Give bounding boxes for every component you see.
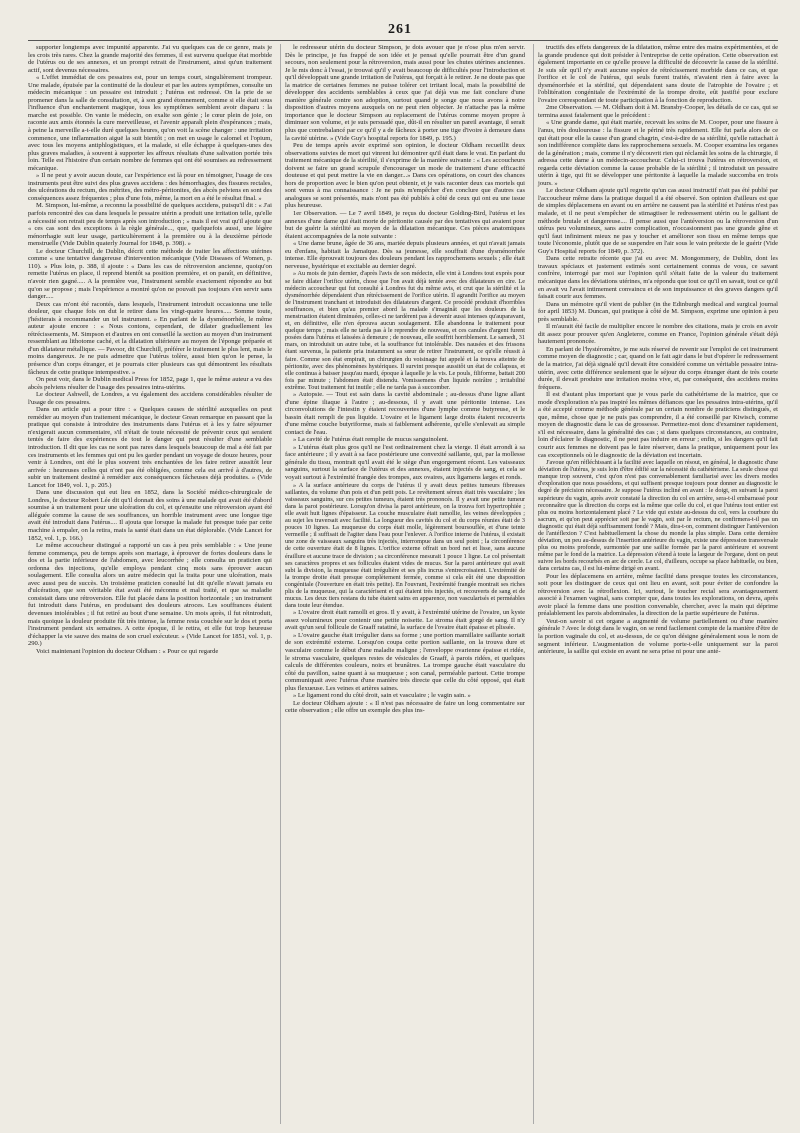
paragraph: » L'ovaire droit était ramolli et gros. Il y avait, à l'extrémité utérine de l'ovaire, un kyste assez volumineux pour contenir une petite noisette. Le stroma était gorgé de sang. Il n'y avait qu'un seul follicule de Graaff ratatiné, la surface de l'ovaire était épaisse et plissée. xyxy=(285,609,525,632)
paragraph: « Une dame brune, âgée de 36 ans, mariée depuis plusieurs années, et qui n'avait jamais eu d'enfans, habitait la Jamaïque. Dès sa jeunesse, elle souffrait d'une dysménorrhée intense. Elle éprouvait toujours des douleurs pendant les rapprochemens sexuels ; elle était nerveuse, hystérique et excitable au dernier degré. xyxy=(285,240,525,270)
paragraph: Le docteur Oldham ajoute : « Il n'est pas nécessaire de faire un long commentaire sur cette observation ; elle offre un exemple des plus ins- xyxy=(285,699,525,715)
paragraph: » Le ligament rond du côté droit, sain et vasculaire ; le vagin sain. » xyxy=(293,692,471,700)
paragraph: » L'utérus était plus gros qu'il ne l'est ordinairement chez la vierge. Il était arrondi à sa face antérieure ; il y avait à sa face postérieure une convexité saillante, qui, par la mollesse générale du tissu, montrait qu'il avait été le siège d'un engorgement récent. Les vaisseaux sanguins, surtout la surface de l'utérus et des annexes, étaient injectés de sang, et cela se voyait surtout à l'extrémité frangée des trompes, aux ovaires, aux ligamens larges et ronds. xyxy=(285,443,525,482)
paragraph: » Autopsie. — Tout est sain dans la cavité abdominale ; au-dessus d'une ligne allant d'une épine iliaque à l'autre ; au-dessous, il y avait une péritonite intense. Les circonvolutions de l'intestin y étaient recouvertes d'une lymphe comme butyreuse, et le bassin était rempli de pus liquide. L'ovaire et le ligament large droits étaient recouverts d'une même couche butyriforme, mais si faiblement adhérente, qu'elle s'enlevait au simple contact de l'eau. xyxy=(285,391,525,436)
paragraph: Dans cette retraite récente que j'ai eu avec M. Mongommery, de Dublin, dont les travaux spéciaux et justement estimés sont certainement connus de vous, ce savant confrère, interrogé par moi sur l'opinion qu'il s'était faite de la valeur du traitement mécanique dans les déviations utérines, m'a répondu que tout ce qu'il en savait, tout ce qu'il en avait vu l'avait intimement convaincu et de son impuissance et des graves dangers qu'il faisait courir aux femmes. xyxy=(538,255,778,301)
paragraph: 2me Observation. — M. Oldham doit à M. Bransby-Cooper, les détails de ce cas, qui se termina aussi fatalement que le précédent : xyxy=(538,104,778,119)
paragraph: Dans une discussion qui eut lieu en 1852, dans la Société médico-chirurgicale de Londres, le docteur Robert Lée dit qu'il donnait des soins à une malade qui avait été d'abord soumise à un traitement pour une ulcération du col, et qu'ensuite une rétroversion ayant été alléguée comme la cause de ses souffrances, un horrible instrument avec une longue tige avait été introduit dans l'utérus.... Il ajouta que lorsque la malade fut presque tuée par cette machine à empaler, on la retira, mais la santé était dans un état déplorable. (Vide Lancet for 1852, vol. 1, p. 166.) xyxy=(28,489,272,542)
paragraph: Il est d'autant plus important que je vous parle du cathétérisme de la matrice, que ce mode d'exploration n'a pas inspiré les mêmes défiances que les pessaires intra-utérins, qu'il a été accepté comme méthode générale par un certain nombre de praticiens distingués, et que, même, chose que je ne puis pas comprendre, il a été conseillé par Kiwisch, comme moyen de diagnostic dans le cas de grossesse. Permettez-moi donc d'examiner rapidement, s'il est nécessaire, dans la généralité des cas ; si dans quelques circonstances, au contraire, loin d'éclairer le diagnostic, il ne peut pas induire en erreur ; enfin, si les dangers qu'il fait courir aux femmes ne doivent pas le faire réserver, dans la pratique, uniquement pour les cas exceptionnels où le diagnostic de la déviation est incertain. xyxy=(538,391,778,459)
text-columns xyxy=(28,44,778,1124)
paragraph: Le docteur Churchill, de Dublin, décrit cette méthode de traiter les affections utérines comme « une tentative dangereuse d'intervention mécanique (Vide Diseases of Women, p. 110). » Plus loin, p. 388, il ajoute : « Dans les cas de rétroversion ancienne, quoiqu'on remette l'utérus en place, il reprend bientôt sa position première, et on paraît, en définitive, n'avoir rien gagné..... A la première vue, l'instrument semble exactement répondre au but qu'on se propose ; mais l'expérience a montré qu'on ne pouvait pas toujours s'en servir sans danger..... xyxy=(28,247,272,301)
paragraph: » Au mois de juin dernier, d'après l'avis de son médecin, elle vint à Londres tout exprès pour se faire dilater l'orifice utérin, chose que l'on avait déjà tentée avec des dilatateurs en cire. Le médecin accoucheur qui fut consulté à Londres fut du même avis, et crut que la stérilité et la dysménorrhée dépendaient d'un rétrécissement de l'orifice utérin. Il agrandit l'orifice au moyen de l'instrument tranchant et introduisit des dilatateurs d'argent. Ce procédé produisit d'horribles souffrances, et bien qu'au premier abord la malade s'imaginât que les douleurs de la menstruation étaient diminuées, celles-ci ne tardèrent pas à devenir aussi intenses qu'auparavant, et, en définitive, elle n'en éprouva aucun soulagement. Elle abandonna le traitement pour quelque temps ; mais elle ne tarda pas à le reprendre de nouveau, et ces canules d'argent furent posées dans l'utérus et laissées à demeure ; de nouveau, elle souffrit horriblement. Le samedi, 31 mars, on introduisit un autre tube, et la souffrance fut intolérable. Des nausées et des frissons étant survenus, la patiente pria instamment sa sœur de retirer l'instrument, ce qu'elle réussit à faire. Comme son état empirait, un chirurgien du voisinage fut appelé et la trouva atteinte de péritonite, avec des phénomènes hystériques. Il survint presque aussitôt un état de collapsus, et elle continua à baisser jusqu'au mardi, époque à laquelle je la vis. Le pouls, filiforme, battait 200 fois par minute ; l'abdomen était distendu. Vomissemens d'un liquide noirâtre ; irritabilité extrême. Tout traitement fut inutile ; elle ne tarda pas à succomber. xyxy=(285,270,525,391)
paragraph: Le docteur Ashwell, de Londres, a vu également des accidens considérables résulter de l'usage de ces pessaires. xyxy=(28,391,272,406)
header-rule xyxy=(28,40,778,41)
paragraph: supporter longtemps avec impunité apparente. J'ai vu quelques cas de ce genre, mais je les crois très rares. Chez la grande majorité des femmes, il est survenu quelque état morbide de l'utérus ou de ses annexes, et un prompt retrait de l'instrument, ainsi qu'un traitement actif, sont devenus nécessaires. xyxy=(28,44,272,74)
paragraph: Dans un article qui a pour titre : « Quelques causes de stérilité auxquelles on peut remédier au moyen d'un traitement mécanique, le docteur Grean remarque en passant que la pratique qui consiste à introduire des instruments dans l'utérus et à les y faire séjourner n'exigerait aucun commentaire, s'il n'était de toute nécessité de prévenir ceux qui seraient tentés de faire des expériences de tout le danger qui peut résulter d'une semblable introduction. Il dit que les cas ne sont pas rares dans lesquels beaucoup de mal a été fait par ces instruments et les femmes qui ont pu les garder pendant un voyage de douze heures, pour venir à Londres, ont été le plus souvent très enchantées de les faire retirer aussitôt leur arrivée : heureuses celles qui n'ont pas été obligées, comme cela est arrivé à d'autres, de subir un traitement destiné à remédier aux conséquences fâcheuses déjà produites. » (Vide Lancet for 1849, vol. 1, p. 205.) xyxy=(28,406,272,489)
paragraph: Voici maintenant l'opinion du docteur Oldham : « Pour ce qui regarde xyxy=(36,647,219,655)
paragraph: tructifs des effets dangereux de la dilatation, même entre des mains expérimentées, et de la grande prudence qui doit présider à l'entreprise de cette opération. Cette observation est également importante en ce qu'elle prouve la difficulté de découvrir la cause de la stérilité. Je suis sûr qu'il n'y avait aucune espèce de rétrécissement morbide dans ce cas, et que l'orifice et le col de l'utérus, qui seuls furent traités, n'avaient rien à faire avec la dysménorrhée et la stérilité, qui dépendaient sans doute de l'atrophie de l'ovaire ; et l'oblitération congénitale de l'extrémité de la trompe droite, eût justifié pour exclure l'ovaire correspondant de toute participation à la fonction de reproduction. xyxy=(538,44,778,104)
paragraph: Peu de temps après avoir exprimé son opinion, le docteur Oldham recueillit deux observations suivies de mort qui vinrent lui démontrer qu'il était dans le vrai. En parlant du traitement mécanique de la stérilité, il s'exprime de la manière suivante : « Les accoucheurs doivent se faire un grand scrupule d'encourager un mode de traitement d'une efficacité douteuse et qui peut mettre la vie en danger...» Dans ces opérations, on court des chances hors de proportion avec le bien qu'on peut obtenir, et je vais raconter deux cas mortels qui sont venus à ma connaissance : Je ne puis m'empêcher d'en conclure que d'autres cas analogues se sont présentés, mais n'ont pas été publiés à côté de ceux qui ont eu une issue plus heureuse. xyxy=(285,142,525,210)
column-right xyxy=(533,44,778,1124)
paragraph: Pour les déplacemens en arrière, même facilité dans presque toutes les circonstances, soit pour les distinguer de ceux qui ont lieu en avant, soit pour éviter de confondre la rétroversion avec la rétroflexion. Ici, surtout, le toucher rectal sera avantageusement associé à l'examen vaginal, sans compter que, dans toutes les explorations, on devra, après avoir placé la femme dans une position convenable, chercher, avec la main qui déprime préalablement les parois abdominales, la direction de la partie supérieure de l'utérus. xyxy=(538,572,778,618)
column-middle xyxy=(280,44,525,1124)
column-left xyxy=(28,44,272,1124)
paragraph: » L'ovaire gauche était irrégulier dans sa forme ; une portion mamillaire saillante sortait de son extrémité externe. Lorsqu'on coupa cette portion saillante, on la trouva dure et vasculaire comme le début d'une maladie maligne ; l'enveloppe ovarienne épaisse et ridée, le stroma vasculaire, quelques restes de vésicules de Graaff, à parois ridées, et quelques calculs de différentes couleurs, noirs et brunâtres. La trompe gauche était vasculaire du côté du pavillon, saine quant à sa muqueuse ; son canal, perméable partout. Cette trompe communiquait avec l'utérus d'une manière très directe que celle du côté opposé, qui était plus flexueuse. Les veines et artères saines. xyxy=(285,631,525,692)
paragraph: J'avoue qu'en réfléchissant à la facilité avec laquelle on résout, en général, le diagnostic d'une déviation de l'utérus, je suis loin d'être édifié sur la nécessité du cathétérisme. La seule chose qui manque trop souvent, c'est qu'on n'est pas convenablement familiarisé avec les divers modes d'exploration que nous possédons, et qui suffisent presque toujours pour donner au diagnostic le degré de précision nécessaire. Je suppose l'utérus incliné en avant : le doigt, en suivant la paroi supérieure du vagin, après avoir constaté la direction du col en arrière, sera-t-il embarrassé pour reconnaître que la direction du corps est la même que celle du col, et que l'utérus tout entier est plus ou moins horizontalement placé ? Le vide qui existe au-dessus du col, vers la courbure du sacrum, et qu'on peut apprécier soit par le vagin, soit par le rectum, ne confirmera-t-il pas un diagnostic qui était déjà suffisamment fondé ? Mais, dira-t-on, comment distinguer l'antéversion de l'antéflexion ? C'est habituellement la chose du monde la plus simple. Dans cette dernière déviation, un peu au-dessus de l'insertion antérieure du vagin, existe une dépression transversale plus ou moins profonde, surmontée par une saillie formée par la paroi antérieure et souvent même par le fond de la matrice. La dépression s'étend à toute la largeur de l'organe, dont on peut suivre les bords recourbés en arc de cercle. Le col, d'ailleurs, occupe sa place habituelle, ou bien, dans certains cas, il est lui-même dirigé en avant. xyxy=(538,459,778,573)
paragraph: On peut voir, dans le Dublin medical Press for 1852, page 1, que le même auteur a vu des abcès pelviens résulter de l'usage des pessaires intra-utérins. xyxy=(28,376,272,391)
paragraph: Il m'aurait été facile de multiplier encore le nombre des citations, mais je crois en avoir dit assez pour prouver qu'en Angleterre, comme en France, l'opinion générale s'était déjà hautement prononcée. xyxy=(538,323,778,346)
paragraph: M. Simpson, lui-même, a reconnu la possibilité de quelques accidens, puisqu'il dit : « J'ai parfois rencontré des cas dans lesquels le pessaire utérin a produit une irritation telle, qu'elle a nécessité son retrait peu de temps après son introduction ; » mais il est vrai qu'il ajoute que « ces cas sont des exceptions à la règle générale..., que, quelquefois aussi, une légère ménorrhagie suit leur usage, particulièrement à la première ou à la deuxième période menstruelle (Vide Dublin quaterly Journal for 1848, p. 398). » xyxy=(28,202,272,248)
paragraph: « Une grande dame, qui était mariée, recevait les soins de M. Cooper, pour une fissure à l'anus, très douloureuse : la fissure et le périné très rapidement. Elle fut parla alors de ce qui était pour elle la cause d'un grand chagrin, c'est-à-dire de sa stérilité, qu'elle rattachait à son indifférence complète dans les rapprochemens sexuels. M. Cooper examina les organes de la génération ; mais, comme il n'y découvrit rien qui réclamât les soins de la chirurgie, il adressa cette dame à un médecin-accoucheur. Celui-ci trouva l'utérus en rétroversion, et regarda cette déviation comme la cause probable de la stérilité ; il introduisit un pessaire utérin à tige, qui fit se développer une péritonite à laquelle la malade succomba en trois jours. » xyxy=(538,119,778,187)
paragraph: » La cavité de l'utérus était remplie de mucus sanguinolent. xyxy=(293,436,449,444)
paragraph: En parlant de l'hystéromètre, je me suis réservé de revenir sur l'emploi de cet instrument comme moyen de diagnostic ; car, quand on le fait agir dans le but d'opérer le redressement de la matrice, j'ai déjà signalé qu'il devait être considéré comme un véritable pessaire intra-utérin, avec cette différence seulement que le séjour du corps étranger étant de très courte durée, il devait produire une irritation moins vive, et, par conséquent, des accidens moins fréquens. xyxy=(538,345,778,391)
paragraph: » A la surface antérieure du corps de l'utérus il y avait deux petites tumeurs fibreuses saillantes, du volume d'un pois et d'un petit pois. Le revêtement séreux était très vasculaire ; les vaisseaux sanguins, sur ces petites tumeurs, étaient très prononcés. Il y avait une petite tumeur dans la paroi postérieure. Lorsqu'on divisa la paroi antérieure, on la trouva fort hypertrophiée ; elle avait huit lignes d'épaisseur. La couche musculaire était ramollie, les veines développées ; au sujet les traversait avec facilité. La longueur des cavités du col et du corps réunies était de 3 pouces 10 lignes. La muqueuse du corps était molle, légèrement boursouflée, et d'une teinte vermeille ; il suffisait de l'agiter dans l'eau pour l'enlever. A l'orifice interne de l'utérus, il existait une zone de vaisseaux sanguins très injectés, interrompue dans un seul point ; la circonférence de cette ouverture était de 8 lignes. L'orifice externe offrait un bord net et lisse, sans aucune éraillure et aucune trace de division ; sa circonférence mesurait 1 pouce 1 ligne. Le col présentait ses caractères propres et ses follicules étaient vides de mucus. Sur la paroi antérieure qui avait subi la division, la muqueuse était irrégulière et ses plis incrus s'entrecroisaient. L'extrémité de la trompe droite était presque complètement fermée, comme si cela eût été une disposition congénitale (l'ouverture en était très petite). En l'ouvrant, l'extrémité frangée montrait ses riches plis de la muqueuse, qui la caractérisent et qui étaient très injectés, et recouverts de sang et de mucus. Les deux tiers restans du tube étaient sains en apparence, non vascularisés et perméables dans toute leur étendue. xyxy=(285,481,525,610)
paragraph: 1er Observation. — Le 7 avril 1849, je reçus du docteur Golding-Bird, l'utérus et les annexes d'une dame qui était morte de péritonite causée par des tentatives qui avaient pour but de guérir la stérilité au moyen de la dilatation mécanique. Ces pièces anatomiques étaient accompagnées de la note suivante : xyxy=(285,210,525,240)
paragraph: Le docteur Oldham ajoute qu'il regrette qu'un cas aussi instructif n'ait pas été publié par l'accoucheur même dans la pratique duquel il a été observé. Son opinion d'ailleurs est que de simples déplacemens en avant ou en arrière ne causent pas la stérilité et l'utérus n'est pas malade, et il ne peut s'empêcher de stimagtiser le redressement utérin ou le galliant de méthode brutale et dangereuse.... Il pense aussi que l'antéversion ou la rétroversion d'un utérus peu volumineux, sans autre complication, n'occasionnent pas une grande gêne et qu'il faut infiniment mieux ne pas y toucher et améliorer son tissu en même temps que toute l'économie, plutôt que de se suspendre en l'air sous le vain prétexte de le guérir (Vide Guy's Hospital reports for 1849, p. 372). xyxy=(538,187,778,255)
paragraph: le redresseur utérin du docteur Simpson, je dois avouer que je n'ose plus m'en servir. Dès le principe, je fus frappé de son idée et je pensai qu'elle pourrait être d'un grand secours, non seulement pour la rétroversion, mais aussi pour les chutes utérines anciennes. Je le mis donc à l'essai, je trouvai qu'il y avait beaucoup de difficultés pour l'introduction et qu'il développait une grande irritation de l'utérus, qui forçait à le retirer. Je ne doute pas que la matrice de certaines femmes ne puisse tolérer cet irritant local, mais la possibilité de développer des accidents semblables à ceux que j'ai déjà vus me fait conclure d'une manière générale contre son adoption, surtout quand je songe que nous avons à notre disposition d'autres moyens auxquels on ne peut rien objecter. Je n'attache pas la même importance que le docteur Simpson au replacement de l'utérus comme moyen propre à diminuer son volume, et je suis persuadé que, dût-il en résulter un pareil avantage, il serait plus que contrebalancé par ce qu'il y a de fâcheux à porter une tige d'ivoire à demeure dans la cavité utérine. » (Vide Guy's hospital reports for 1849, p. 195.) xyxy=(285,44,525,142)
paragraph: » Il ne peut y avoir aucun doute, car l'expérience est là pour en témoigner, l'usage de ces instruments peut être suivi des plus graves accidens : des hémorrhagies, des fissures rectales, des ulcérations du rectum, des métrites, des métro-péritonites, des abcès pelviens en sont des conséquences assez fréquentes ; plus d'une fois, même, la mort en a été le résultat final. » xyxy=(28,172,272,202)
paragraph: Le même accoucheur distingué a rapporté un cas à peu près semblable : « Une jeune femme commença, peu de temps après son mariage, à éprouver de fortes douleurs dans le dos et la partie inférieure de l'abdomen, avec leucorrhée ; elle consulta un praticien qui ordonna des injections, qu'elle employa pendant cinq mois sans éprouver aucun soulagement. Elle consulta alors un autre médecin qui la traita pour une ulcération, mais avec aussi peu de succès. Un troisième praticien consulté lui dit qu'elle n'avait jamais eu d'ulcération, que son véritable état avait été méconnu et mal traité, et que sa maladie consistait dans une rétroversion. Elle fut placée dans la position horizontale ; un instrument fut introduit dans l'utérus, en produisant des douleurs atroces. Les souffrances étaient devenues intolérables ; il fut retiré au bout d'une semaine. Un mois après, il fut réintroduit, mais quoique la douleur produite fût très intense, la femme resta couchée sur le dos et porta l'instrument pendant six semaines. A cette époque, il le retira, et elle fut trop heureuse d'échapper la vie sauve des mains de son cruel exécuteur. » (Vide Lancet for 1851, vol. 1, p. 290.) xyxy=(28,542,272,648)
paragraph: Veut-on savoir si cet organe a augmenté de volume partiellement ou d'une manière générale ? Avec le doigt dans le vagin, on se rend facilement compte de la manière d'être de la portion vaginale du col, et au-dessus, de ce qu'on désigne généralement sous le nom de segment inférieur. L'augmentation de volume porte-t-elle uniquement sur la paroi antérieure, la saillie qui existe en avant ne sera prise ni pour une anté- xyxy=(538,617,778,656)
page-number: 261 xyxy=(388,22,412,37)
paragraph: Dans un mémoire qu'il vient de publier (in the Edinburgh medical and surgical journal for april 1853) M. Duncan, qui pratique à côté de M. Simpson, exprime une opinion à peu près semblable. xyxy=(538,300,778,323)
paragraph: « L'effet immédiat de ces pessaires est, pour un temps court, singulièrement trompeur. Une malade, épuisée par la continuité de la douleur et par les autres symptômes, consulte un médecin mécanique : un pessaire est introduit ; l'utérus est redressé. On la prie de se promener dans la salle de consultation, et, à son grand étonnement, comme si elle était sous l'influence d'un enchantement magique, tous les symptômes semblent avoir disparu : la marche est possible. On vante le médecin, on exalte son génie ; le cœur plein de joie, on raconte aux amis étonnés la cure merveilleuse, et l'avenir apparaît plein d'espérances ; mais, à peine la merveille a-t-elle duré quelques heures, qu'on voit la scène changer : une irritation commence, une inflammation aiguë la suit bientôt ; on met en usage le calomel et l'opium, avec tous les moyens antiphlogistiques, et la malade, si elle échappe à quelques-unes des plus graves maladies, à souvent à supporter les affreux résultats d'une salivation portée très loin. Telle est l'histoire d'un certain nombre de femmes qui ont été soumises au redressement mécanique. xyxy=(28,74,272,172)
paragraph: Deux cas m'ont été racontés, dans lesquels, l'instrument introduit occasionna une telle douleur, que chaque fois on dut le retirer dans les vingt-quatre heures..... Somme toute, j'hésiterais à recommander un tel instrument. » En parlant de la dysménorrhée, le même auteur ajoute encore : « Nous contons, cependant, de dilater graduellement les rétrécissements, M. Simpson et d'autres en ont conseillé la section au moyen d'un instrument ressemblant au lithotome caché, et la dilatation ultérieure au moyen de l'éponge préparée et d'un dilatateur métallique. — Pavoor, dit Churchill, préférer le traitement le plus lent, mais le moins dangereux. Je ne puis admettre que l'utérus tolère, aussi bien qu'on le pense, la présence d'un corps étranger, et je pourrais citer plusieurs cas qui démontrent les résultats fâcheux de cette pratique intempestive. » xyxy=(28,300,272,376)
